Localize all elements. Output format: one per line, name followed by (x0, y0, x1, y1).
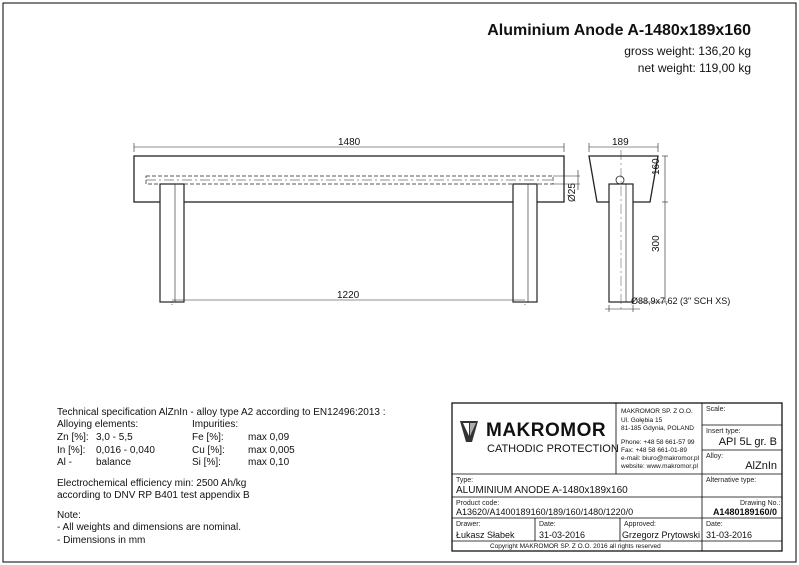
note-1: - All weights and dimensions are nominal. (57, 522, 241, 533)
phone: Phone: +48 58 661-57 99 (621, 439, 695, 446)
dim-core-label: Ø25 (567, 183, 578, 202)
date-value: 31-03-2016 (539, 530, 586, 540)
alloy-val: balance (96, 457, 132, 468)
alloy-val: 3,0 - 5,5 (96, 432, 133, 443)
company-name: MAKROMOR SP. Z O.O. (621, 408, 693, 415)
drawer-label: Drawer: (456, 521, 481, 528)
fax: Fax: +48 58 661-01-89 (621, 447, 687, 454)
type-label: Type: (456, 477, 474, 484)
note-label: Note: (57, 510, 81, 521)
impurity-el: Fe [%]: (192, 432, 224, 443)
alternative-type-label: Alternative type: (706, 477, 757, 484)
impurity-val: max 0,005 (248, 445, 295, 456)
alloy-label: Alloy: (706, 453, 724, 460)
efficiency-line-1: Electrochemical efficiency min: 2500 Ah/kg (57, 478, 247, 489)
leg-left (160, 184, 184, 302)
scale-label: Scale: (706, 406, 726, 413)
impurity-val: max 0,09 (248, 432, 290, 443)
net-weight: net weight: 119,00 kg (637, 61, 751, 75)
impurity-val: max 0,10 (248, 457, 290, 468)
alloy-el: Al - (57, 457, 72, 468)
leg-right (513, 184, 537, 302)
insert-type-value: API 5L gr. B (718, 436, 777, 448)
alloy-val: 0,016 - 0,040 (96, 445, 155, 456)
dim-pipe-label: Ø88,9x7,62 (3" SCH XS) (631, 296, 731, 306)
logo-name: MAKROMOR (486, 420, 607, 441)
drawing-no-label: Drawing No.: (740, 500, 781, 507)
note-2: - Dimensions in mm (57, 535, 146, 546)
dim-length-label: 1480 (338, 137, 361, 148)
dim-leg-label: 300 (651, 235, 662, 252)
copyright: Copyright MAKROMOR SP. Z O.O. 2016 all rights reserved (490, 543, 661, 550)
anode-body (134, 156, 564, 202)
impurities-label: Impurities: (192, 419, 239, 430)
dim-spacing-label: 1220 (337, 290, 360, 301)
address-2: 81-185 Gdynia, POLAND (621, 425, 694, 432)
date-label: Date: (539, 521, 556, 528)
impurity-el: Si [%]: (192, 457, 221, 468)
drawing-no-value: A1480189160/0 (712, 507, 777, 517)
alloy-value: AlZnIn (745, 460, 777, 472)
gross-weight: gross weight: 136,20 kg (624, 44, 751, 58)
email: e-mail: biuro@makromor.pl (621, 455, 700, 462)
product-code-value: A13620/A1400189160/189/160/1480/1220/0 (456, 507, 634, 517)
type-value: ALUMINIUM ANODE A-1480x189x160 (456, 485, 628, 496)
dim-height-label: 160 (651, 158, 662, 175)
date2-label: Date: (706, 521, 723, 528)
insert-type-label: Insert type: (706, 428, 741, 435)
alloy-el: Zn [%]: (57, 432, 89, 443)
address-1: Ul. Gołębia 15 (621, 417, 663, 424)
logo-subtitle: CATHODIC PROTECTION (487, 443, 619, 455)
product-code-label: Product code: (456, 500, 500, 507)
approved-label: Approved: (624, 521, 656, 528)
date2-value: 31-03-2016 (706, 530, 753, 540)
dim-width-label: 189 (612, 137, 629, 148)
drawer-value: Łukasz Słabek (456, 530, 515, 540)
side-core (616, 176, 624, 184)
spec-heading: Technical specification AlZnIn - alloy type A2 according to EN12496:2013 : (57, 407, 386, 418)
page-title: Aluminium Anode A-1480x189x160 (487, 22, 751, 39)
efficiency-line-2: according to DNV RP B401 test appendix B (57, 490, 250, 501)
approved-value: Grzegorz Prytowski (622, 530, 701, 540)
website: website: www.makromor.pl (621, 463, 698, 470)
makromor-logo-icon (460, 421, 478, 442)
alloy-el: In [%]: (57, 445, 86, 456)
alloying-label: Alloying elements: (57, 419, 139, 430)
front-view (134, 143, 580, 305)
impurity-el: Cu [%]: (192, 445, 225, 456)
